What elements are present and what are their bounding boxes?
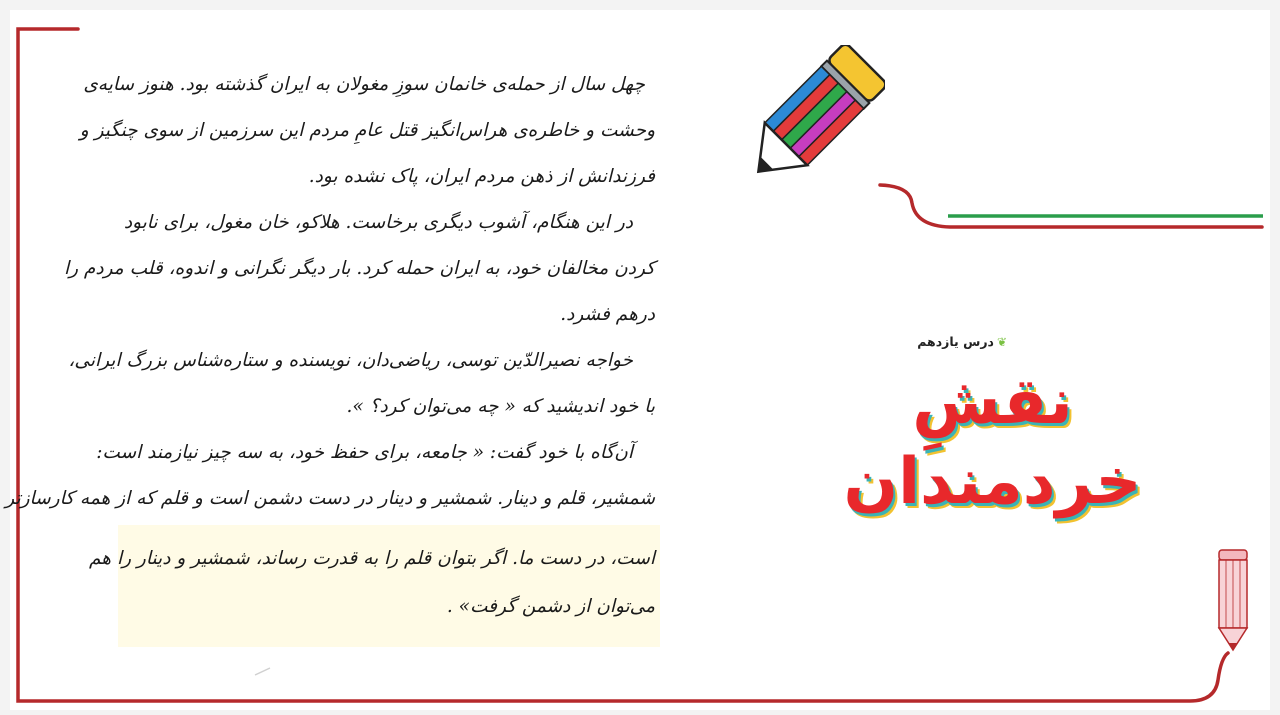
text-line: شمشیر، قلم و دینار. شمشیر و دینار در دست دشمن است و قلم که از همه کارسازتر: [5, 488, 655, 509]
text-line: می‌توان از دشمن گرفت» .: [446, 596, 655, 617]
text-line: چهل سال از حمله‌ی خانمان سوزِ مغولان به ایران گذشته بود. هنوز سایه‌ی: [83, 74, 645, 95]
lesson-subtitle-text: درس یازدهم: [917, 334, 994, 349]
text-line: با خود اندیشید که « چه می‌توان کرد؟ ».: [346, 396, 655, 417]
small-pencil-icon: [1214, 548, 1252, 656]
text-line: است، در دست ما. اگر بتوان قلم را به قدرت رساند، شمشیر و دینار را هم: [89, 548, 655, 569]
text-line: آن‌گاه با خود گفت: « جامعه، برای حفظ خود، به سه چیز نیازمند است:: [96, 442, 633, 463]
text-line: وحشت و خاطره‌ی هراس‌انگیز قتل عامِ مردم این سرزمین از سوی چنگیز و: [79, 120, 655, 141]
text-line: خواجه نصیرالدّین توسی، ریاضی‌دان، نویسنده و ستاره‌شناس بزرگ ایرانی،: [68, 350, 633, 371]
text-line: در این هنگام، آشوب دیگری برخاست. هلاکو، خان مغول، برای نابود: [123, 212, 633, 233]
lesson-text: [5, 60, 655, 650]
text-line: درهم فشرد.: [560, 304, 655, 325]
lesson-title: نقشِ خردمندان: [843, 365, 1142, 519]
lesson-subtitle: [902, 334, 1007, 349]
text-line: کردن مخالفان خود، به ایران حمله کرد. بار دیگر نگرانی و اندوه، قلب مردم را: [63, 258, 655, 279]
leaf-icon: ❦: [996, 335, 1007, 349]
big-pencil-icon: [735, 45, 885, 195]
text-line: فرزندانش از ذهن مردم ایران، پاک نشده بود.: [308, 166, 655, 187]
